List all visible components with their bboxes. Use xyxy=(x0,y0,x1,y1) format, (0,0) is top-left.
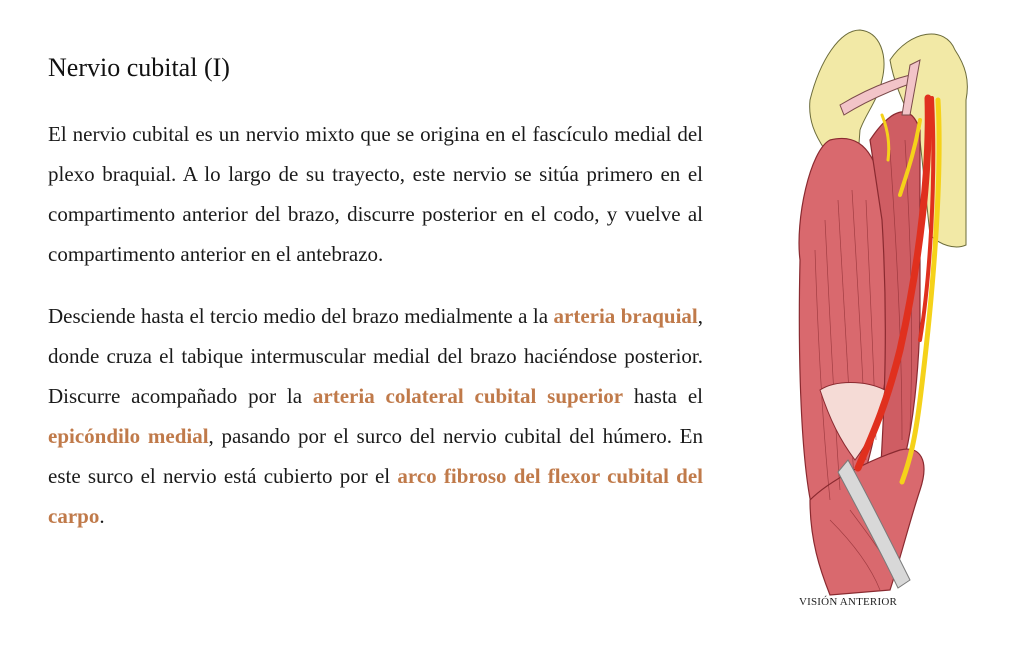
link-epicondilo-medial[interactable]: epicóndilo medial xyxy=(48,424,209,448)
text-segment: , donde cruza el tabique intermuscular medial del brazo haciéndose posterior. Discurre acompañado por la xyxy=(48,304,703,408)
link-arco-fibroso[interactable]: arco fibroso del flexor cubital del carpo xyxy=(48,464,703,528)
anatomy-illustration xyxy=(770,20,980,620)
link-arteria-braquial[interactable]: arteria braquial xyxy=(553,304,698,328)
link-arteria-colateral-cubital-superior[interactable]: arteria colateral cubital superior xyxy=(312,384,624,408)
page-title: Nervio cubital (I) xyxy=(48,53,230,82)
paragraph-course xyxy=(48,296,703,536)
article xyxy=(48,48,703,558)
arm-anterior-view-image xyxy=(770,20,980,600)
figure-caption: VISIÓN ANTERIOR xyxy=(798,596,898,608)
text-segment: . xyxy=(99,504,105,528)
paragraph-intro: El nervio cubital es un nervio mixto que se origina en el fascículo medial del plexo braquial. A lo largo de su trayecto, este nervio se sitúa primero en el compartimento anterior del brazo, discurre posterior en el codo, y vuelve al compartimento anterior en el antebrazo. xyxy=(48,122,703,266)
text-segment: hasta el xyxy=(623,384,703,408)
text-segment: , pasando por el surco del nervio cubital del húmero. En este surco el nervio está cubierto por el xyxy=(48,424,703,488)
text-segment: Desciende hasta el tercio medio del brazo medialmente a la xyxy=(48,304,554,328)
